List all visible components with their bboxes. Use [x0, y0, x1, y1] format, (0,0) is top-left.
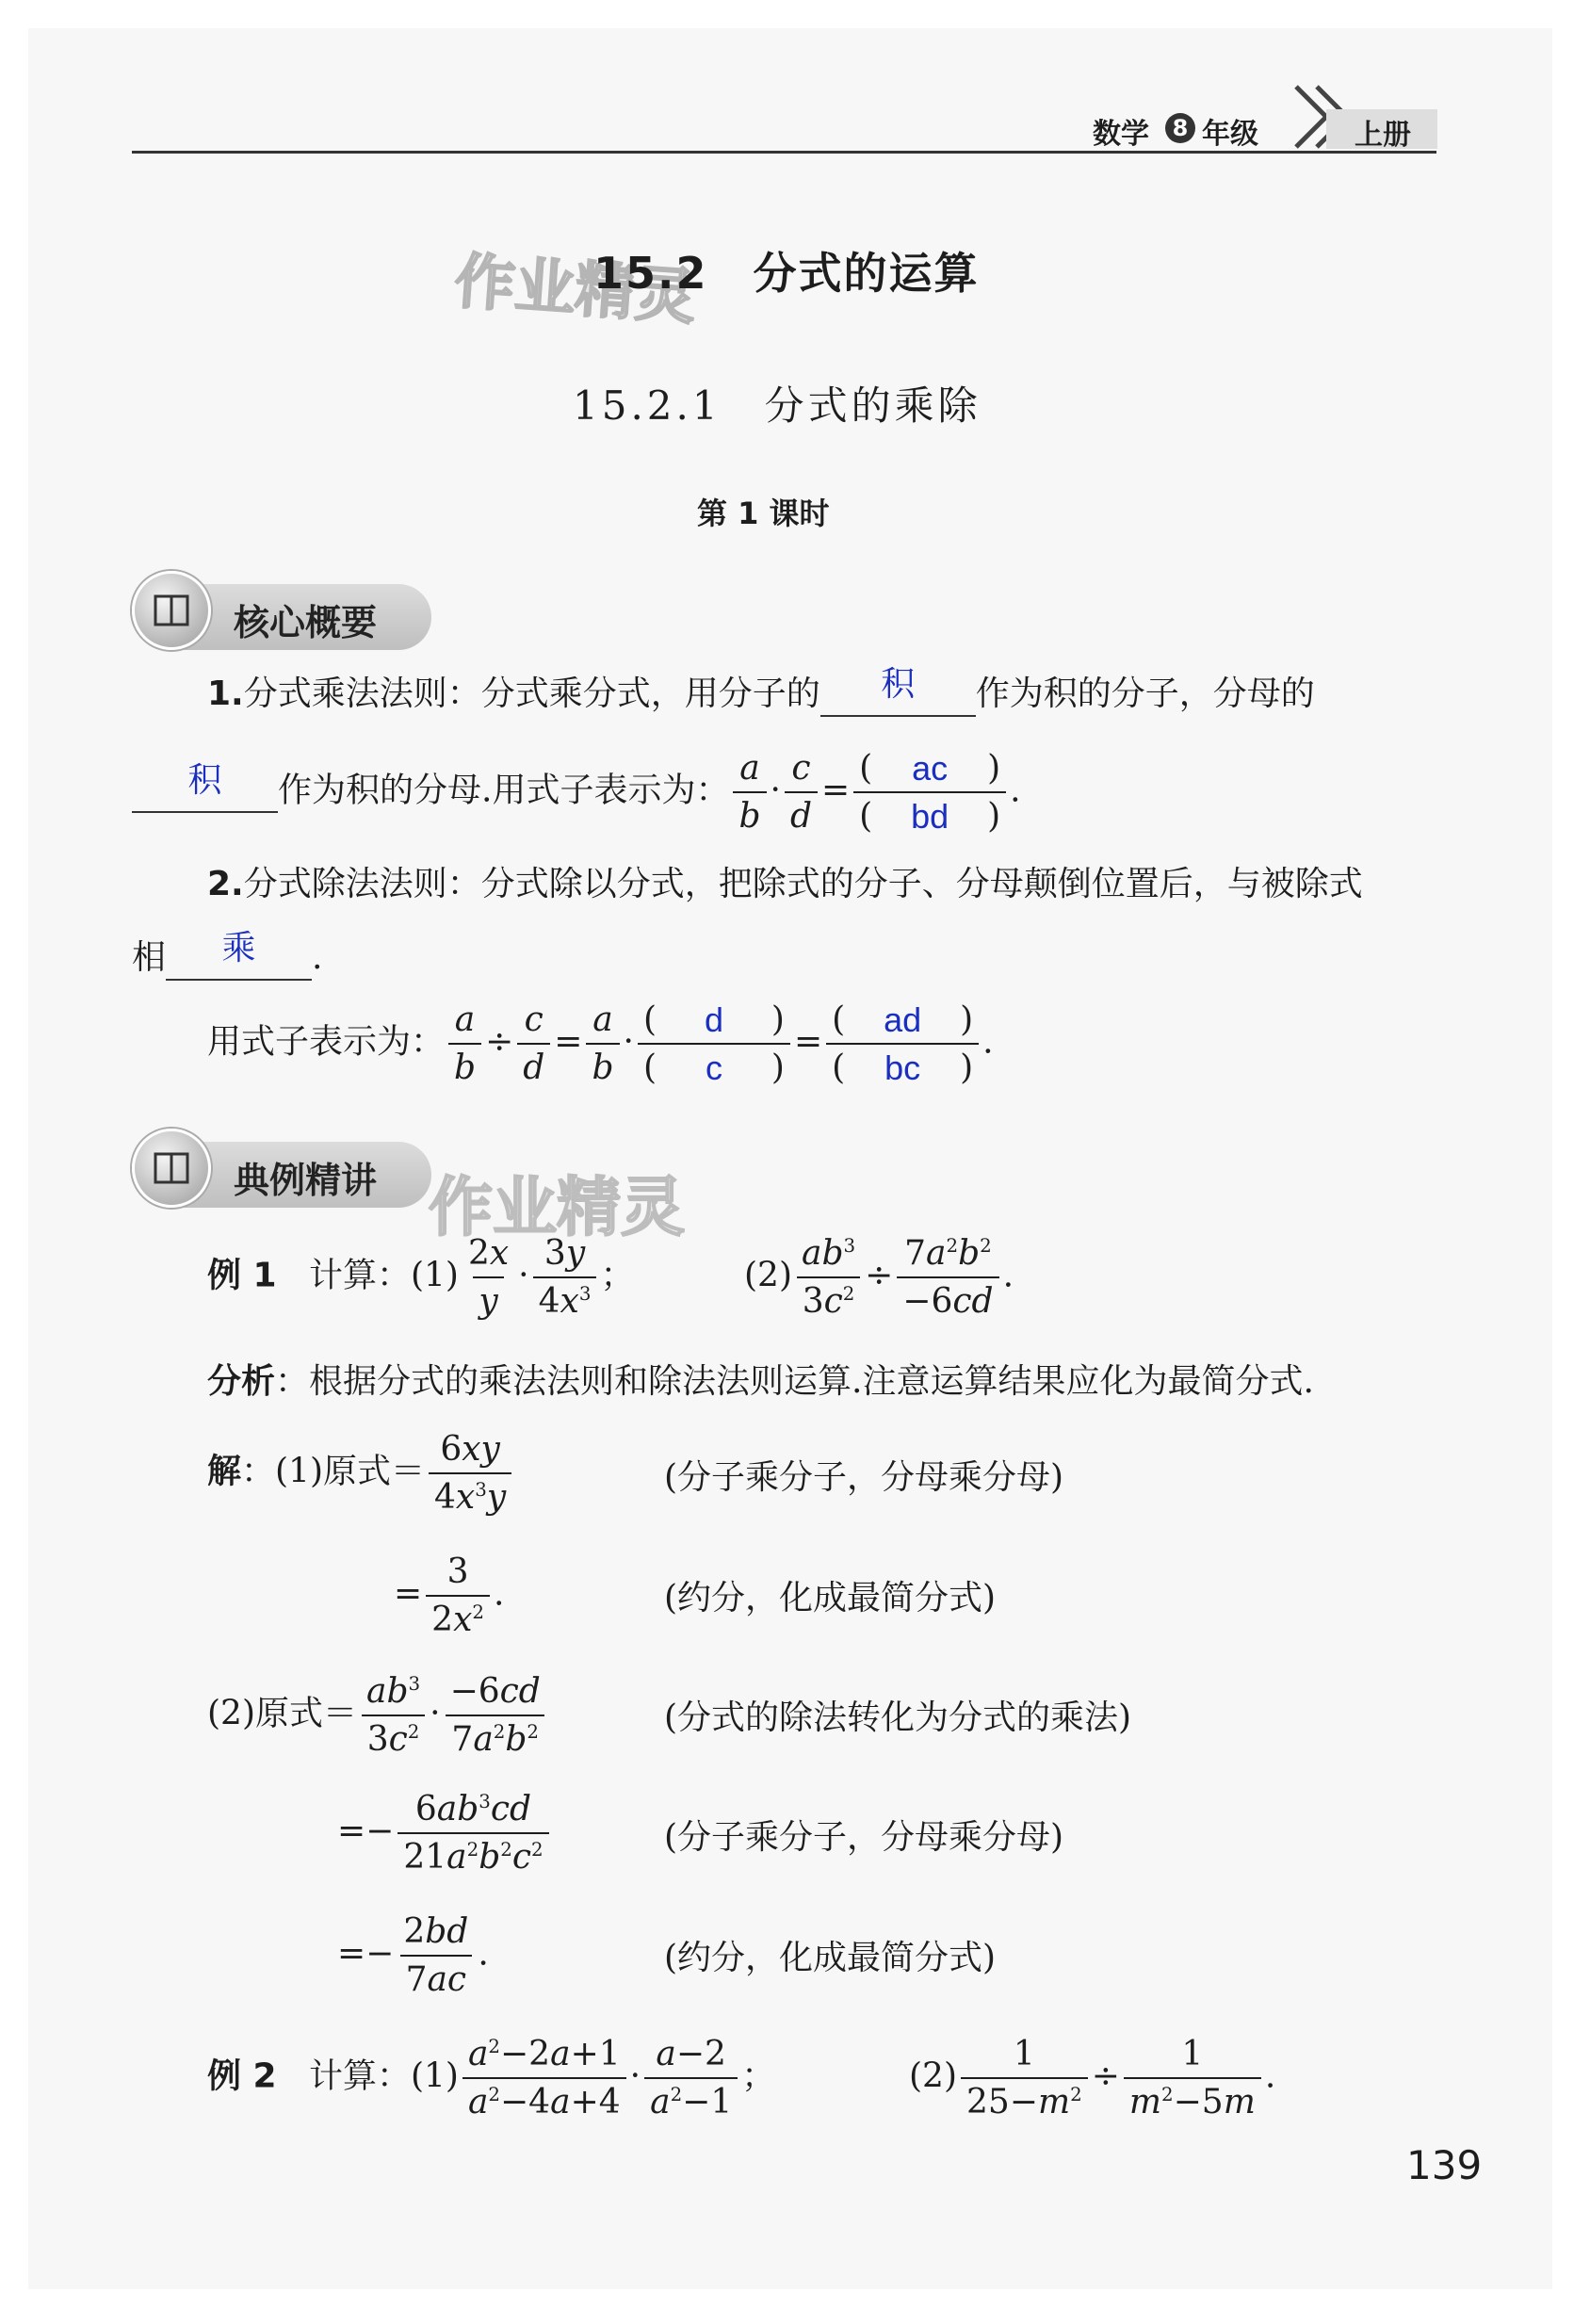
- example-1-problem: 例 1 计算：(1) $\frac{2x}{y}$ · $\frac{3y}{4x^3}$ ；: [207, 1234, 635, 1322]
- header-subject: 数学: [1093, 118, 1149, 151]
- solution-label: 解: [207, 1452, 242, 1491]
- watermark: 作业精灵: [429, 1171, 686, 1245]
- solution-1-step-2: = $\frac{3}{2x^2}$ .: [394, 1552, 505, 1640]
- answer-fraction-quotient: ( ad ) ( bc ): [826, 1000, 979, 1088]
- lesson-label: 第 1 课时: [697, 496, 830, 531]
- analysis-label: 分析: [207, 1362, 276, 1401]
- item-2-formula-label: 用式子表示为：: [207, 1022, 446, 1062]
- blank-numerator-product: 积: [820, 667, 976, 717]
- example-2-part-2: (2) $\frac{1}{25-m^2}$ ÷ $\frac{1}{m^2-5m}$ .: [909, 2035, 1276, 2122]
- item-2-text-a: 分式除法法则：分式除以分式，把除式的分子、分母颠倒位置后，与被除式: [243, 865, 1363, 903]
- item-1-text-b: 作为积的分子，分母的: [975, 674, 1315, 713]
- example-1-analysis: [207, 1355, 1314, 1403]
- core-item-1-line-1: [207, 664, 1315, 717]
- item-2-text-b: 相: [132, 938, 167, 977]
- item-1-text-c: 作为积的分母.用式子表示为：: [278, 771, 730, 810]
- core-heading: 核心概要: [234, 602, 378, 643]
- core-item-2-formula: 用式子表示为： $\frac{a}{b}$ ÷ $\frac{c}{d}$ = $\frac{a}{b}$ · ( d ) ( c ) = ( ad ) ( bc ) .: [207, 1000, 994, 1088]
- header-volume: 上册: [1355, 119, 1411, 152]
- example-1-prompt: 计算：: [308, 1256, 411, 1295]
- item-1-text-a: 分式乘法法则：分式乘分式，用分子的: [243, 674, 820, 713]
- book-icon: [132, 571, 211, 650]
- example-1-part-2: (2) $\frac{ab^3}{3c^2}$ ÷ $\frac{7a^2b^2}{-6cd}$ .: [744, 1234, 1014, 1322]
- example-2-problem: 例 2 计算：(1) $\frac{a^2-2a+1}{a^2-4a+4}$ · $\frac{a-2}{a^2-1}$ ；: [207, 2035, 776, 2122]
- solution-note-1: (分子乘分子，分母乘分母): [664, 1458, 1064, 1497]
- example-2-prompt: 计算：: [308, 2056, 411, 2096]
- page-number: 139: [1406, 2142, 1483, 2188]
- solution-1-step-1: 解：(1)原式＝ $\frac{6xy}{4x^3y}$: [207, 1430, 515, 1518]
- fraction-a-over-b: $\frac{a}{b}$: [733, 749, 766, 837]
- solution-note-3: (分式的除法转化为分式的乘法): [664, 1698, 1132, 1737]
- solution-2-step-2: =− $\frac{6ab^3cd}{21a^2b^2c^2}$: [337, 1790, 553, 1877]
- solution-2-step-3: =− $\frac{2bd}{7ac}$ .: [337, 1912, 489, 2000]
- core-item-2-line-2: 相 乘 .: [132, 931, 322, 981]
- header-grade-badge: 8: [1165, 113, 1195, 143]
- blank-multiply: 乘: [166, 931, 312, 981]
- answer-fraction-reciprocal: ( d ) ( c ): [638, 1000, 790, 1088]
- example-2-label: 例 2: [207, 2056, 277, 2096]
- examples-heading: 典例精讲: [234, 1160, 378, 1201]
- solution-note-4: (分子乘分子，分母乘分母): [664, 1818, 1064, 1857]
- solution-note-5: (约分，化成最简分式): [664, 1939, 997, 1977]
- item-1-number: 1.: [207, 674, 244, 713]
- analysis-text: ：根据分式的乘法法则和除法法则运算.注意运算结果应化为最简分式.: [275, 1362, 1314, 1401]
- solution-note-2: (约分，化成最简分式): [664, 1579, 997, 1617]
- answer-fraction-product: ( ac ) ( bd ): [853, 749, 1006, 837]
- header-grade-suffix: 年级: [1202, 118, 1258, 151]
- blank-denominator-product: 积: [132, 763, 278, 813]
- fraction-c-over-d: $\frac{c}{d}$: [785, 749, 818, 837]
- example-1-label: 例 1: [207, 1256, 277, 1295]
- section-subtitle: 15.2.1 分式的乘除: [573, 382, 982, 429]
- solution-2-step-1: (2)原式＝ $\frac{ab^3}{3c^2}$ · $\frac{-6cd}{7a^2b^2}$: [207, 1672, 550, 1760]
- core-item-1-line-2: 积 作为积的分母.用式子表示为： $\frac{a}{b}$ · $\frac{c}{d}$ = ( ac ) ( bd ) .: [132, 749, 1021, 837]
- book-icon: [132, 1129, 211, 1208]
- section-title: 15.2 分式的运算: [593, 248, 980, 299]
- core-item-2-line-1: [207, 857, 1363, 905]
- watermark: 作业精灵: [452, 247, 698, 333]
- item-2-number: 2.: [207, 865, 244, 903]
